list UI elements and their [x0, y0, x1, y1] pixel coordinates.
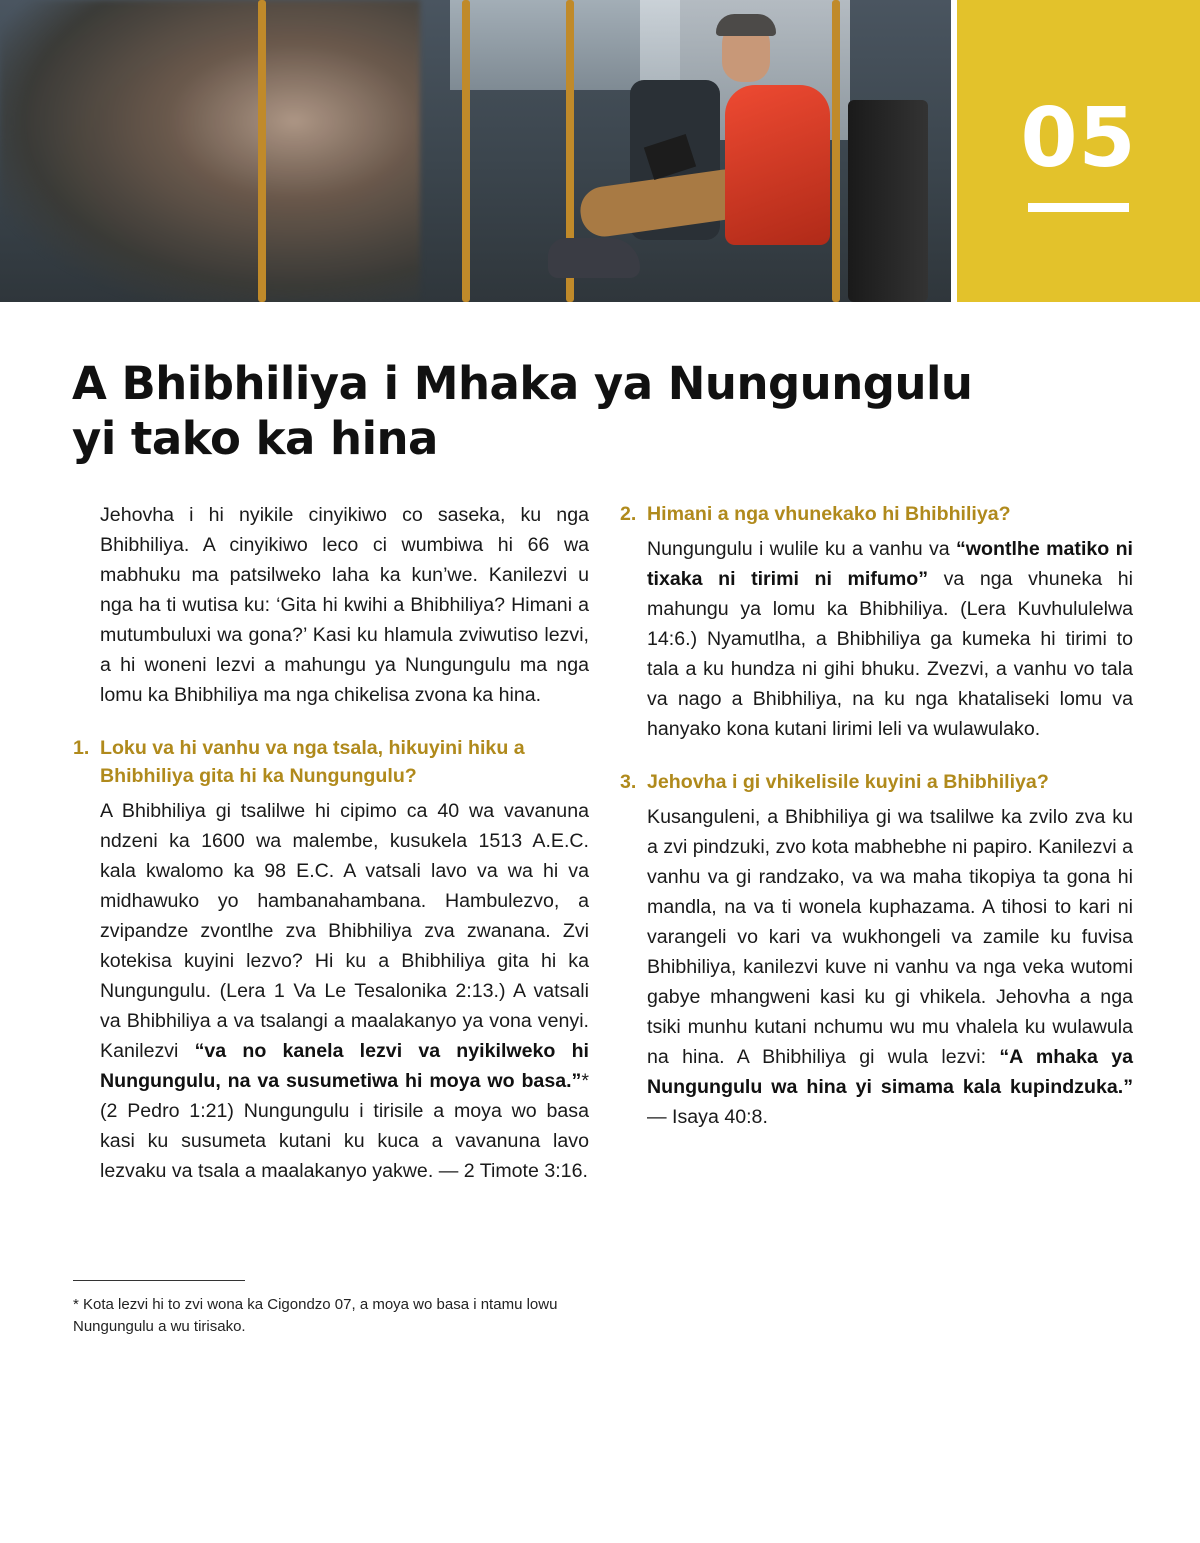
- question-text: Jehovha i gi vhikelisile kuyini a Bhibhiliya?: [647, 771, 1049, 793]
- standing-passenger-bag: [848, 100, 928, 302]
- question-text: Loku va hi vanhu va nga tsala, hikuyini hiku a Bhibhiliya gita hi ka Nungungulu?: [100, 737, 525, 787]
- footnote: * Kota lezvi hi to zvi wona ka Cigondzo 07, a moya wo basa i ntamu lowu Nungungulu a wu tirisako.: [73, 1296, 558, 1335]
- blurred-passenger: [0, 0, 420, 302]
- question-3: [620, 768, 1133, 796]
- question-1: [73, 734, 589, 790]
- reader-jacket: [725, 85, 830, 245]
- lesson-number: 05: [1020, 91, 1137, 186]
- bus-pole: [258, 0, 266, 302]
- answer-2-paragraph: Nungungulu i wulile ku a vanhu va “wontlhe matiko ni tixaka ni tirimi ni mifumo” va nga vhuneka hi mahungu ya lomu ka Bhibhiliya. (Lera Kuvhululelwa 14:6.) Nyamutlha, a Bhibhiliya ga kumeka hi tirimi to tala a ku hundza ni gihi bhuku. Zvezvi, a vanhu vo tala va nago a Bhibhiliya, na ku nga khataliseki lomu va hanyako kona kutani lirimi leli va wulawulako.: [647, 538, 1133, 740]
- scripture-quote: “va no kanela lezvi va nyikilweko hi Nungungulu, na va susumetiwa hi moya wo basa.”: [100, 1040, 589, 1092]
- reader-shoe: [548, 238, 640, 278]
- question-number: 3.: [620, 771, 637, 793]
- intro-paragraph: Jehovha i hi nyikile cinyikiwo co saseka, ku nga Bhibhiliya. A cinyikiwo leco ci wumbiwa hi 66 wa mabhuku ma patsilweko laha ka kun’we. Kanilezvi u nga ha ti wutisa ku: ‘Gita hi kwihi a Bhibhiliya? Himani a mutumbuluxi wa gona?’ Kasi ku hlamula zviwutiso lezvi, a hi woneni lezvi a mahungu ya Nungungulu ma nga lomu ka Bhibhiliya ma nga chikelisa zvona ka hina.: [100, 504, 589, 706]
- bus-pole: [462, 0, 470, 302]
- badge-underline: [1028, 203, 1129, 212]
- question-number: 2.: [620, 503, 637, 525]
- bus-pole: [832, 0, 840, 302]
- scripture-quote: “wontlhe matiko ni tixaka ni tirimi ni mifumo”: [647, 538, 1133, 590]
- lesson-badge: [957, 0, 1200, 302]
- left-column: [73, 500, 589, 1186]
- answer-3-paragraph: Kusanguleni, a Bhibhiliya gi wa tsalilwe ka zvilo zva ku a zvi pindzuki, zvo kota mabhebhe ni papiro. Kanilezvi a vanhu va gi randzako, va wa maha tikopiya ta gona hi mandla, na va ti wonela kuphazama. A tihosi to kari ni varangeli vo kari va wukhongeli va zamile ku fuvisa Bhibhiliya, kanilezvi kuve ni vanhu va nga veka wutomi gabye mhangweni kasi ku gi vhikela. Jehovha a nga tsiki munhu kutani nchumu wu mu vhalela ku wulawula na hina. A Bhibhiliya gi wula lezvi: “A mhaka ya Nungungulu wa hina yi simama kala kupindzuka.” — Isaya 40:8.: [647, 806, 1133, 1128]
- question-2: [620, 500, 1133, 528]
- reader-cap: [716, 14, 776, 36]
- question-number: 1.: [73, 737, 90, 759]
- footnote-divider: [73, 1280, 245, 1281]
- scripture-quote: “A mhaka ya Nungungulu wa hina yi simama kala kupindzuka.”: [647, 1046, 1133, 1098]
- right-column: [620, 500, 1133, 1132]
- header-photo: [0, 0, 951, 302]
- page-title: A Bhibhiliya i Mhaka ya Nungungulu yi tako ka hina: [72, 357, 973, 465]
- question-text: Himani a nga vhunekako hi Bhibhiliya?: [647, 503, 1011, 525]
- answer-1-paragraph: A Bhibhiliya gi tsalilwe hi cipimo ca 40 wa vavanuna ndzeni ka 1600 wa malembe, kusukela 1513 A.E.C. kala kwalomo ka 98 E.C. A vatsali lavo va wa hi va midhawuko yo hambanahambana. Hambulezvo, a zvipandze zvontlhe zva Bhibhiliya zva zwanana. Zvi kotekisa kuyini lezvo? Hi ku a Bhibhiliya gita hi ka Nungungulu. (Lera 1 Va Le Tesalonika 2:13.) A vatsali va Bhibhiliya a va tsalangi a maalakanyo ya vona venyi. Kanilezvi “va no kanela lezvi va nyikilweko hi Nungungulu, na va susumetiwa hi moya wo basa.”* (2 Pedro 1:21) Nungungulu i tirisile a moya wo basa kasi ku susumeta kutani ku kuca a vavanuna lavo lezvaku va tsala a maalakanyo yakwe. — 2 Timote 3:16.: [100, 800, 589, 1182]
